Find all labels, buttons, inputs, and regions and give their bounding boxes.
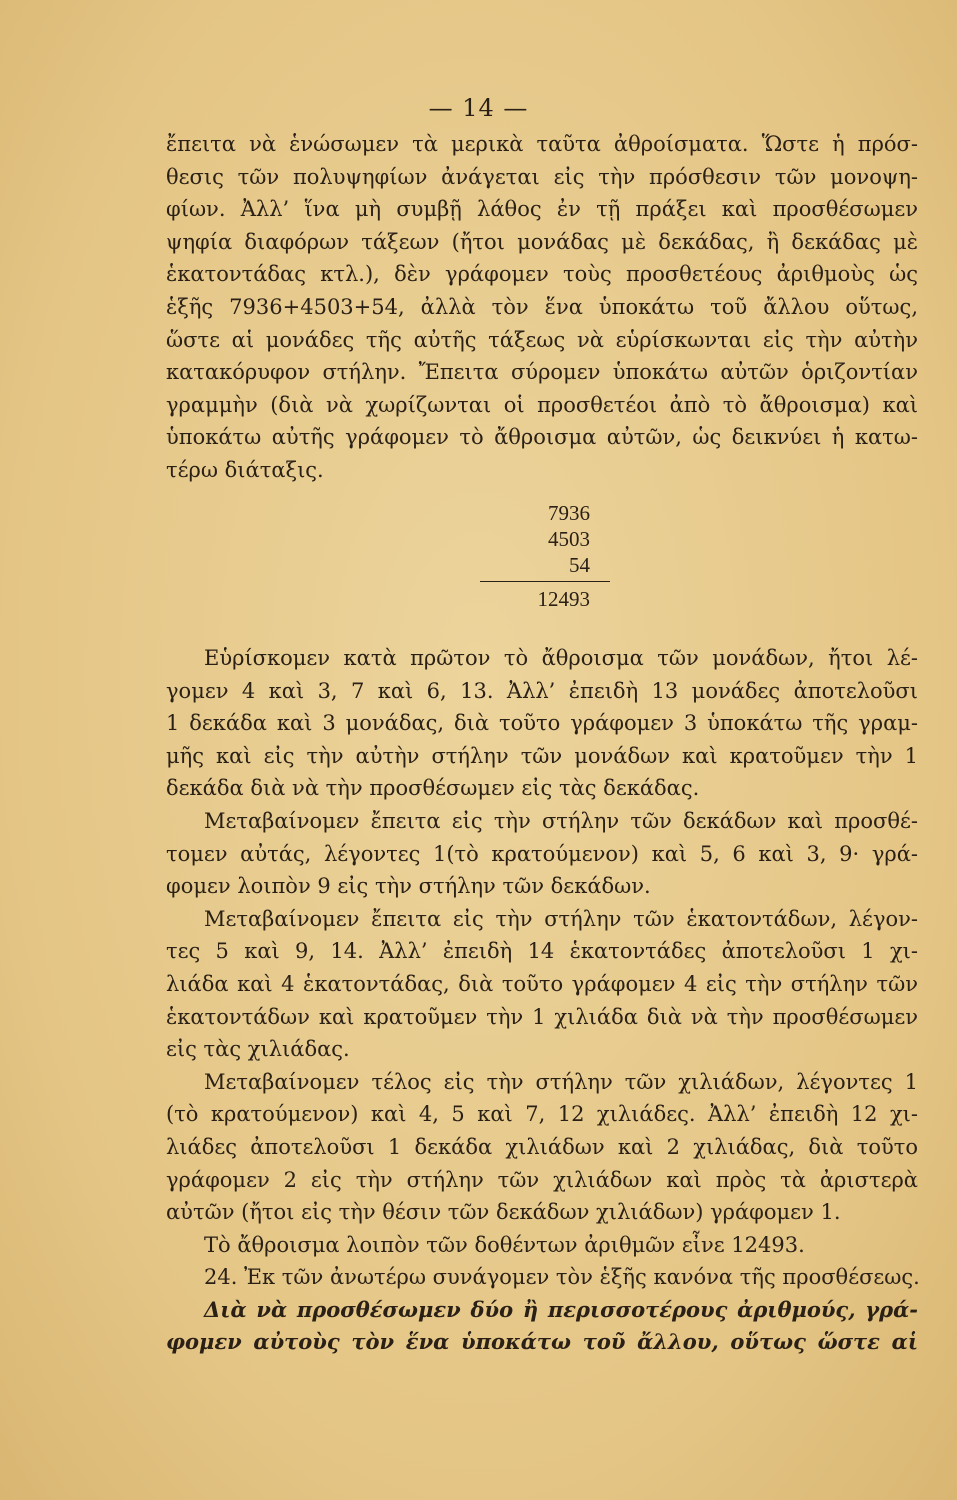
addend-3: 54 <box>569 553 590 577</box>
text-line: λιάδα καὶ 4 ἑκατοντάδας, διὰ τοῦτο γράφομεν 4 εἰς τὴν στήλην τῶν <box>166 971 918 996</box>
text-line: γράφομεν 2 εἰς τὴν στήλην τῶν χιλιάδων καὶ πρὸς τὰ ἀριστερὰ <box>166 1167 918 1192</box>
text-line: 1 δεκάδα καὶ 3 μονάδας, διὰ τοῦτο γράφομεν 3 ὑποκάτω τῆς γραμ- <box>166 711 918 736</box>
addition-layout <box>460 500 610 612</box>
text-line: τομεν αὐτάς, λέγοντες 1(τὸ κρατούμενον) καὶ 5, 6 καὶ 3, 9· γρά- <box>166 841 918 866</box>
text-line: ἑκατοντάδων καὶ κρατοῦμεν τὴν 1 χιλιάδα διὰ νὰ τὴν προσθέσωμεν <box>166 1004 918 1029</box>
text-line: ἑκατοντάδας κτλ.), δὲν γράφομεν τοὺς προσθετέους ἀριθμοὺς ὡς <box>166 262 918 287</box>
text-line: αὐτῶν (ἤτοι εἰς τὴν θέσιν τῶν δεκάδων χιλιάδων) γράφομεν 1. <box>166 1200 841 1225</box>
text-line: ὑποκάτω αὐτῆς γράφομεν τὸ ἄθροισμα αὐτῶν, ὡς δεικνύει ἡ κατω- <box>166 425 918 450</box>
addend-1: 7936 <box>548 501 590 525</box>
text-line: Τὸ ἄθροισμα λοιπὸν τῶν δοθέντων ἀριθμῶν εἶνε 12493. <box>204 1232 805 1257</box>
text-line: λιάδες ἀποτελοῦσι 1 δεκάδα χιλιάδων καὶ 2 χιλιάδας, διὰ τοῦτο <box>166 1134 918 1159</box>
text-line: Μεταβαίνομεν τέλος εἰς τὴν στήλην τῶν χιλιάδων, λέγοντες 1 <box>204 1069 918 1094</box>
text-line: ἑξῆς 7936+4503+54, ἀλλὰ τὸν ἕνα ὑποκάτω τοῦ ἄλλου οὕτως, <box>166 294 918 319</box>
text-line: ὥστε αἱ μονάδες τῆς αὐτῆς τάξεως νὰ εὑρίσκωνται εἰς τὴν αὐτὴν <box>166 327 918 352</box>
rule-text-line: φομεν αὐτοὺς τὸν ἕνα ὑποκάτω τοῦ ἄλλου, οὕτως ὥστε αἱ <box>166 1329 918 1355</box>
addend-2: 4503 <box>548 527 590 551</box>
body-paragraphs <box>166 642 918 1359</box>
text-line: μῆς καὶ εἰς τὴν αὐτὴν στήλην τῶν μονάδων καὶ κρατοῦμεν τὴν 1 <box>166 743 918 768</box>
text-line: τέρω διάταξις. <box>166 457 324 482</box>
text-line: φομεν λοιπὸν 9 εἰς τὴν στήλην τῶν δεκάδων. <box>166 874 651 899</box>
intro-paragraph <box>166 128 918 487</box>
rule-text-line: Διὰ νὰ προσθέσωμεν δύο ἢ περισσοτέρους ἀριθμούς, γρά- <box>204 1296 918 1322</box>
sum-rule <box>480 581 610 582</box>
page-number: — 14 — <box>428 94 529 122</box>
text-line: κατακόρυφον στήλην. Ἔπειτα σύρομεν ὑποκάτω αὐτῶν ὁριζοντίαν <box>166 360 918 385</box>
text-line: ψηφία διαφόρων τάξεων (ἤτοι μονάδας μὲ δεκάδας, ἢ δεκάδας μὲ <box>166 229 918 254</box>
text-line: φίων. Ἀλλ’ ἵνα μὴ συμβῇ λάθος ἐν τῇ πράξει καὶ προσθέσωμεν <box>166 197 918 222</box>
text-line: γομεν 4 καὶ 3, 7 καὶ 6, 13. Ἀλλ’ ἐπειδὴ 13 μονάδες ἀποτελοῦσι <box>166 678 918 703</box>
text-line: 24. Ἐκ τῶν ἀνωτέρω συνάγομεν τὸν ἑξῆς κανόνα τῆς προσθέσεως. <box>204 1265 920 1290</box>
text-line: γραμμὴν (διὰ νὰ χωρίζωνται οἱ προσθετέοι ἀπὸ τὸ ἄθροισμα) καὶ <box>166 392 918 417</box>
text-line: Μεταβαίνομεν ἔπειτα εἰς τὴν στήλην τῶν δεκάδων καὶ προσθέ- <box>204 808 918 833</box>
text-line: τες 5 καὶ 9, 14. Ἀλλ’ ἐπειδὴ 14 ἑκατοντάδες ἀποτελοῦσι 1 χι- <box>166 939 918 964</box>
text-line: Εὑρίσκομεν κατὰ πρῶτον τὸ ἄθροισμα τῶν μονάδων, ἤτοι λέ- <box>204 646 918 670</box>
text-line: θεσις τῶν πολυψηφίων ἀνάγεται εἰς τὴν πρόσθεσιν τῶν μονοψη- <box>166 164 918 189</box>
text-line: Μεταβαίνομεν ἔπειτα εἰς τὴν στήλην τῶν ἑκατοντάδων, λέγον- <box>204 906 918 931</box>
sum-total: 12493 <box>537 587 590 611</box>
text-line: (τὸ κρατούμενον) καὶ 4, 5 καὶ 7, 12 χιλιάδες. Ἀλλ’ ἐπειδὴ 12 χι- <box>166 1102 918 1127</box>
text-line: ἔπειτα νὰ ἑνώσωμεν τὰ μερικὰ ταῦτα ἀθροίσματα. Ὥστε ἡ πρόσ- <box>166 132 918 156</box>
text-line: δεκάδα διὰ νὰ τὴν προσθέσωμεν εἰς τὰς δεκάδας. <box>166 776 700 801</box>
text-line: εἰς τὰς χιλιάδας. <box>166 1037 350 1062</box>
